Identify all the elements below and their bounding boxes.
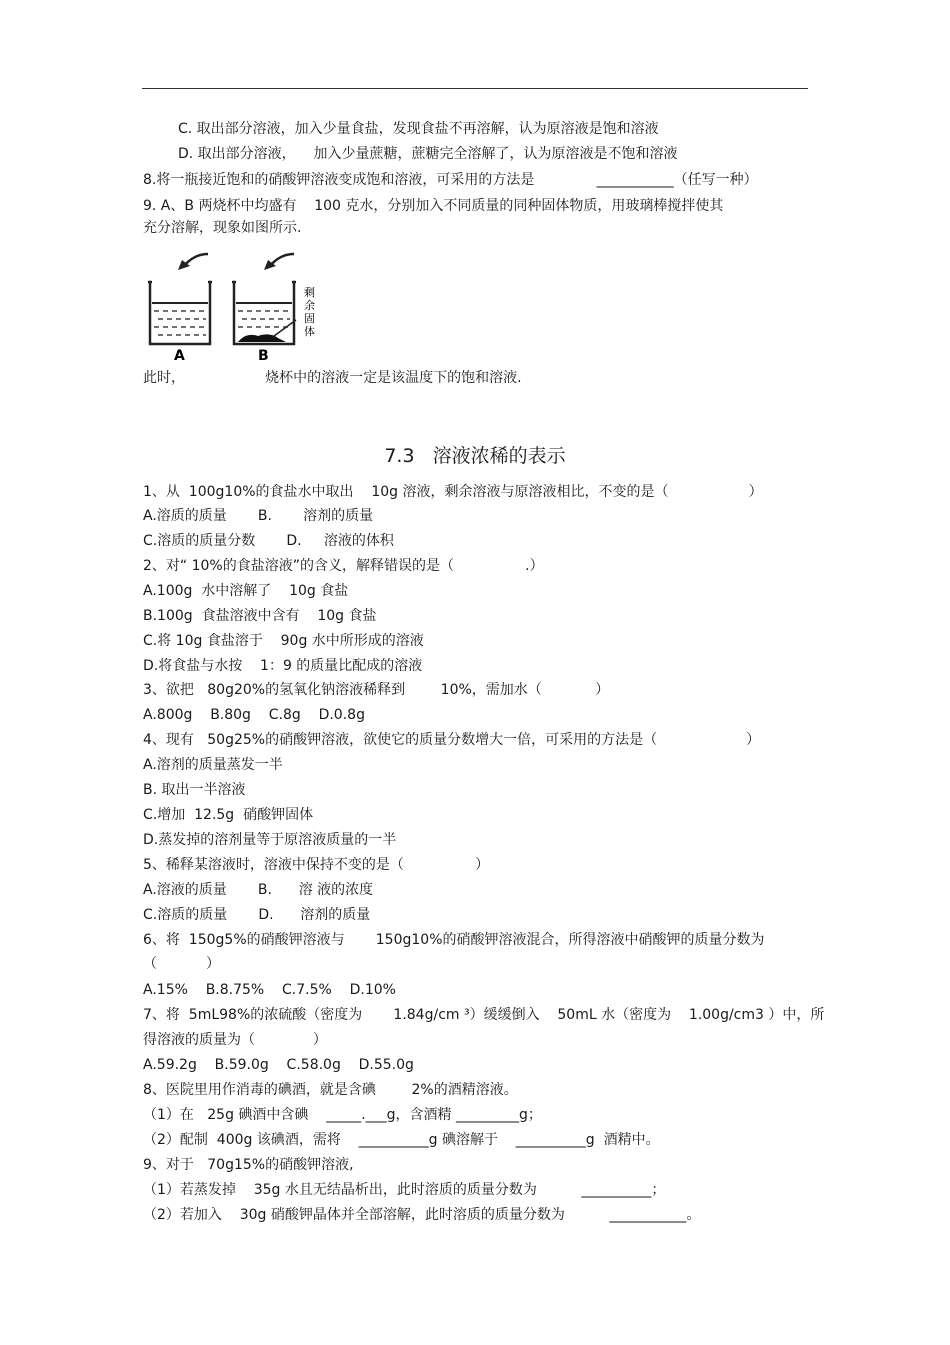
text-line: 2、对“ 10%的食盐溶液”的含义，解释错误的是（ .） — [143, 558, 544, 574]
text-line: （ ） — [143, 956, 220, 972]
beaker-b — [232, 282, 296, 344]
beaker-figure — [146, 248, 326, 368]
text-line: C.溶质的质量分数 D. 溶液的体积 — [143, 533, 394, 549]
q9-answer-line: 此时， 烧杯中的溶液一定是该温度下的饱和溶液. — [143, 370, 522, 386]
svg-text:余: 余 — [304, 299, 315, 312]
label-a: A — [174, 348, 185, 364]
q7-option-c: C. 取出部分溶液，加入少量食盐，发现食盐不再溶解，认为原溶液是饱和溶液 — [178, 121, 659, 137]
text-line: （2）配制 400g 该碘酒，需将 __________g 碘溶解于 __________g 酒精中。 — [143, 1132, 660, 1148]
text-line: 5、稀释某溶液时，溶液中保持不变的是（ ） — [143, 857, 490, 873]
text-line: A.59.2g B.59.0g C.58.0g D.55.0g — [143, 1057, 414, 1073]
top-rule — [142, 88, 808, 89]
section-title: 7.3 溶液浓稀的表示 — [384, 445, 566, 467]
text-line: A.800g B.80g C.8g D.0.8g — [143, 707, 365, 723]
q7-option-d: D. 取出部分溶液， 加入少量蔗糖，蔗糖完全溶解了，认为原溶液是不饱和溶液 — [178, 146, 678, 162]
text-line: D.将食盐与水按 1：9 的质量比配成的溶液 — [143, 658, 423, 674]
text-line: D.蒸发掉的溶剂量等于原溶液质量的一半 — [143, 832, 397, 848]
text-line: （1）若蒸发掉 35g 水且无结晶析出，此时溶质的质量分数为 __________； — [143, 1182, 666, 1198]
text-line: 8、医院里用作消毒的碘酒，就是含碘 2%的酒精溶液。 — [143, 1082, 518, 1098]
beaker-a — [148, 282, 212, 344]
text-line: 9、对于 70g15%的硝酸钾溶液, — [143, 1157, 354, 1173]
svg-text:剩: 剩 — [304, 286, 315, 299]
svg-text:固: 固 — [304, 312, 315, 325]
text-line: 1、从 100g10%的食盐水中取出 10g 溶液，剩余溶液与原溶液相比，不变的是（ ） — [143, 484, 763, 500]
text-line: 4、现有 50g25%的硝酸钾溶液，欲使它的质量分数增大一倍，可采用的方法是（ ） — [143, 732, 761, 748]
text-line: C.增加 12.5g 硝酸钾固体 — [143, 807, 314, 823]
undissolved-solid — [238, 334, 286, 342]
svg-text:体: 体 — [304, 325, 315, 338]
side-label-remaining-solid — [304, 285, 315, 338]
label-b: B — [258, 348, 269, 364]
text-line: 7、将 5mL98%的浓硫酸（密度为 1.84g/cm ³）缓缓倒入 50mL 水（密度为 1.00g/cm3 ）中，所 — [143, 1007, 825, 1023]
text-line: （2）若加入 30g 硝酸钾晶体并全部溶解，此时溶质的质量分数为 ___________。 — [143, 1207, 701, 1223]
text-line: 得溶液的质量为（ ） — [143, 1032, 327, 1048]
text-line: A.100g 水中溶解了 10g 食盐 — [143, 583, 349, 599]
q9-text-line1: 9. A、B 两烧杯中均盛有 100 克水，分别加入不同质量的同种固体物质，用玻璃棒搅拌使其 — [143, 198, 724, 214]
text-line: B.100g 食盐溶液中含有 10g 食盐 — [143, 608, 377, 624]
text-line: 6、将 150g5%的硝酸钾溶液与 150g10%的硝酸钾溶液混合，所得溶液中硝酸钾的质量分数为 — [143, 932, 765, 948]
text-line: A.溶剂的质量蒸发一半 — [143, 757, 283, 773]
q9-text-line2: 充分溶解，现象如图所示. — [143, 220, 302, 236]
text-line: B. 取出一半溶液 — [143, 782, 246, 798]
text-line: （1）在 25g 碘酒中含碘 _____.___g，含酒精 _________g； — [143, 1107, 542, 1123]
text-line: A.15% B.8.75% C.7.5% D.10% — [143, 982, 396, 998]
text-line: C.将 10g 食盐溶于 90g 水中所形成的溶液 — [143, 633, 424, 649]
text-line: A.溶质的质量 B. 溶剂的质量 — [143, 508, 374, 524]
text-line: A.溶液的质量 B. 溶 液的浓度 — [143, 882, 374, 898]
text-line: 3、欲把 80g20%的氢氧化钠溶液稀释到 10%，需加水（ ） — [143, 682, 610, 698]
text-line: C.溶质的质量 D. 溶剂的质量 — [143, 907, 371, 923]
q8-text: 8.将一瓶接近饱和的硝酸钾溶液变成饱和溶液，可采用的方法是 ___________（任写一种） — [143, 172, 758, 188]
